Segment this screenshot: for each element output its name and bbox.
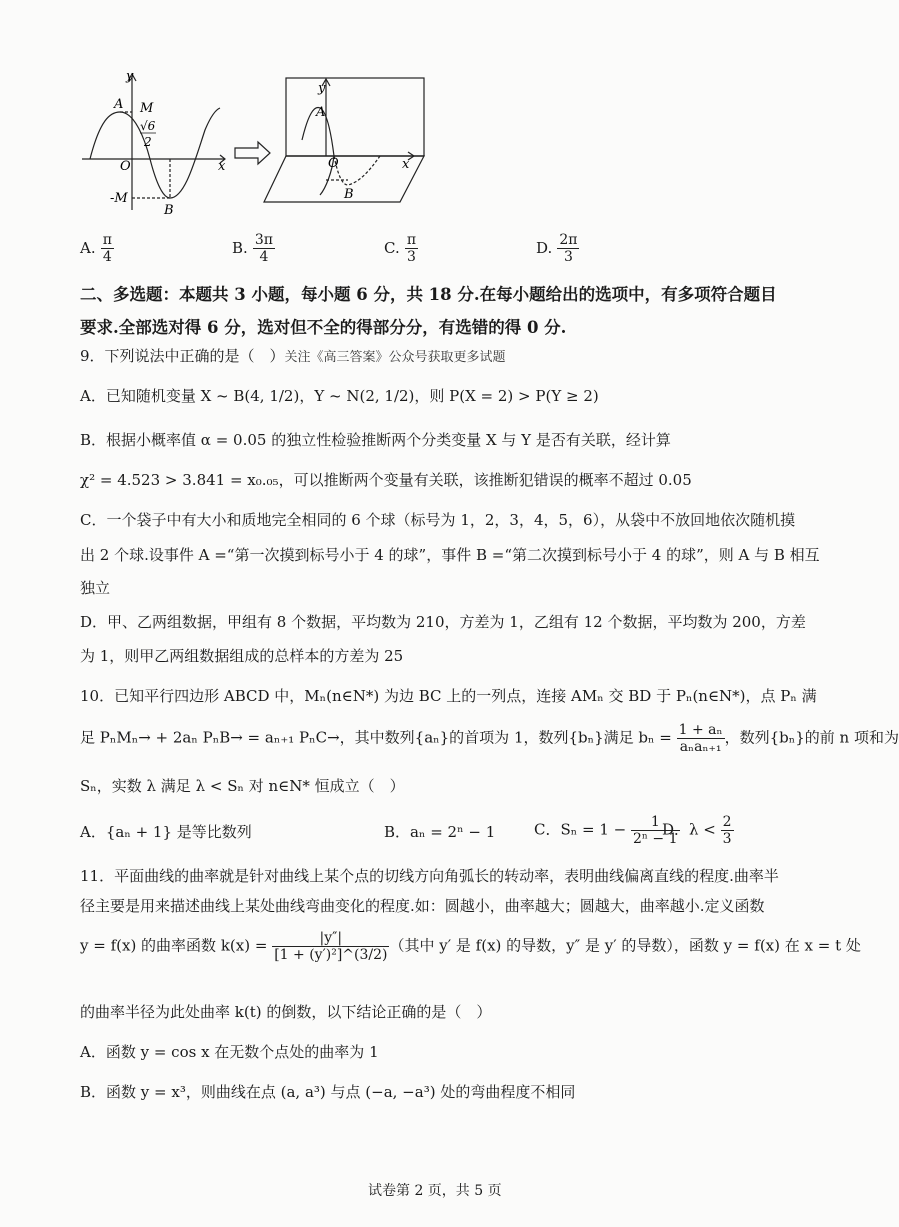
fraction-numerator: π xyxy=(406,232,417,248)
q10-option-c xyxy=(534,814,680,847)
option-d-fraction xyxy=(721,814,734,847)
q9-option-d-line1: D．甲、乙两组数据，甲组有 8 个数据，平均数为 210，方差为 1，乙组有 12 个数据，平均数为 200，方差 xyxy=(80,613,806,631)
left-label-sqrt6: √6 xyxy=(140,119,156,133)
q10-line2 xyxy=(80,722,899,755)
q11-line2: 径主要是用来描述曲线上某处曲线弯曲变化的程度.如：圆越小，曲率越大；圆越大，曲率越小.定义函数 xyxy=(80,897,765,915)
fraction-numerator: 2π xyxy=(559,232,578,248)
figure-fold-diagram xyxy=(70,60,450,220)
right-label-y: y xyxy=(318,81,326,96)
left-label-A: A xyxy=(114,97,124,112)
left-label-O: O xyxy=(120,159,131,174)
option-letter: A. xyxy=(80,239,96,257)
section2-heading-line2: 要求.全部选对得 6 分，选对但不全的得部分分，有选错的得 0 分. xyxy=(80,318,567,337)
option-letter: B. xyxy=(232,239,248,257)
option-d-prefix: D．λ < xyxy=(662,820,716,839)
fraction-numerator: 3π xyxy=(254,232,273,248)
left-label-B: B xyxy=(164,203,174,218)
left-label-y: y xyxy=(126,69,134,84)
fraction-numerator: 1 xyxy=(631,814,680,831)
left-sine-graph xyxy=(82,74,225,210)
q10-option-d xyxy=(662,814,734,847)
q10-bn-fraction xyxy=(677,722,725,755)
q9-option-b-line1: B．根据小概率值 α = 0.05 的独立性检验推断两个分类变量 X 与 Y 是否有关联，经计算 xyxy=(80,431,671,449)
q9-option-c-line3: 独立 xyxy=(80,579,111,597)
q8-option-a xyxy=(80,232,114,265)
q8-option-d xyxy=(536,232,579,265)
option-letter: D. xyxy=(536,239,553,257)
option-c-prefix: C．Sₙ = 1 − xyxy=(534,820,627,839)
fraction-denominator: 4 xyxy=(102,249,112,265)
fraction-denominator: 3 xyxy=(722,831,732,847)
q9-option-c-line2: 出 2 个球.设事件 A =“第一次摸到标号小于 4 的球”，事件 B =“第二次摸到标号小于 4 的球”，则 A 与 B 相互 xyxy=(80,546,820,564)
q11-option-b: B．函数 y = x³，则曲线在点 (a, a³) 与点 (−a, −a³) 处的弯曲程度不相同 xyxy=(80,1083,576,1101)
section2-heading-line1: 二、多选题：本题共 3 小题，每小题 6 分，共 18 分.在每小题给出的选项中，有多项符合题目 xyxy=(80,285,777,304)
option-fraction xyxy=(557,232,579,265)
left-label-negM: -M xyxy=(110,191,128,206)
q9-option-a: A．已知随机变量 X ~ B(4, 1/2)，Y ~ N(2, 1/2)，则 P(X = 2) > P(Y ≥ 2) xyxy=(80,387,599,405)
right-label-B: B xyxy=(344,187,354,202)
left-label-x: x xyxy=(218,159,226,174)
fold-arrow-icon xyxy=(235,142,270,164)
option-letter: C. xyxy=(384,239,400,257)
option-fraction xyxy=(253,232,275,265)
q10-option-b: B．aₙ = 2ⁿ − 1 xyxy=(384,823,496,841)
q11-line3-end: （其中 y′ 是 f(x) 的导数，y″ 是 y′ 的导数），函数 y = f(x) 在 x = t 处 xyxy=(389,936,861,955)
fraction-denominator: 3 xyxy=(563,249,573,265)
option-fraction xyxy=(405,232,418,265)
page-footer: 试卷第 2 页，共 5 页 xyxy=(368,1183,502,1199)
curvature-formula-fraction xyxy=(272,930,389,963)
q9-watermark-note: 关注《高三答案》公众号获取更多试题 xyxy=(284,350,506,365)
right-label-x: x xyxy=(402,157,410,172)
q9-option-d-line2: 为 1，则甲乙两组数据组成的总样本的方差为 25 xyxy=(80,647,404,665)
q11-line4: 的曲率半径为此处曲率 k(t) 的倒数，以下结论正确的是（ ） xyxy=(80,1003,492,1021)
fraction-numerator: 1 + aₙ xyxy=(678,722,723,738)
q11-line3-start: y = f(x) 的曲率函数 k(x) = xyxy=(80,936,268,955)
fraction-denominator: [1 + (y′)²]^(3/2) xyxy=(274,947,388,963)
right-fold-graph xyxy=(264,78,424,202)
q11-line3 xyxy=(80,930,861,963)
q11-option-a: A．函数 y = cos x 在无数个点处的曲率为 1 xyxy=(80,1043,379,1061)
q9-stem-text: 9．下列说法中正确的是（ ） xyxy=(80,347,285,365)
q8-option-b xyxy=(232,232,275,265)
q10-line2-start: 足 PₙMₙ→ + 2aₙ PₙB→ = aₙ₊₁ PₙC→，其中数列{aₙ}的首项为 1，数列{bₙ}满足 bₙ = xyxy=(80,728,672,747)
fraction-denominator: 3 xyxy=(406,249,416,265)
q9-stem xyxy=(80,346,506,368)
fraction-numerator: |y″| xyxy=(272,930,389,947)
option-fraction xyxy=(101,232,114,265)
right-label-A: A xyxy=(316,105,326,120)
q10-line3: Sₙ，实数 λ 满足 λ < Sₙ 对 n∈N* 恒成立（ ） xyxy=(80,777,405,795)
q8-option-c xyxy=(384,232,418,265)
q11-line1: 11．平面曲线的曲率就是针对曲线上某个点的切线方向角弧长的转动率，表明曲线偏离直线的程度.曲率半 xyxy=(80,867,779,885)
fraction-numerator: 2 xyxy=(722,814,732,830)
fraction-denominator: aₙaₙ₊₁ xyxy=(679,739,722,755)
q9-option-b-line2: χ² = 4.523 > 3.841 = x₀.₀₅，可以推断两个变量有关联，该推断犯错误的概率不超过 0.05 xyxy=(80,471,692,489)
q10-option-a: A．{aₙ + 1} 是等比数列 xyxy=(80,823,252,841)
q10-line2-end: ，数列{bₙ}的前 n 项和为 xyxy=(724,728,899,747)
q9-option-c-line1: C．一个袋子中有大小和质地完全相同的 6 个球（标号为 1，2，3，4，5，6），从袋中不放回地依次随机摸 xyxy=(80,511,796,529)
fraction-denominator: 2ⁿ − 1 xyxy=(633,831,678,847)
right-label-O: O xyxy=(328,156,339,171)
q10-line1: 10．已知平行四边形 ABCD 中，Mₙ(n∈N*) 为边 BC 上的一列点，连接 AMₙ 交 BD 于 Pₙ(n∈N*)，点 Pₙ 满 xyxy=(80,687,817,705)
left-label-two: 2 xyxy=(144,135,152,149)
fraction-denominator: 4 xyxy=(259,249,269,265)
fraction-numerator: π xyxy=(102,232,112,248)
left-label-M: M xyxy=(140,101,154,116)
